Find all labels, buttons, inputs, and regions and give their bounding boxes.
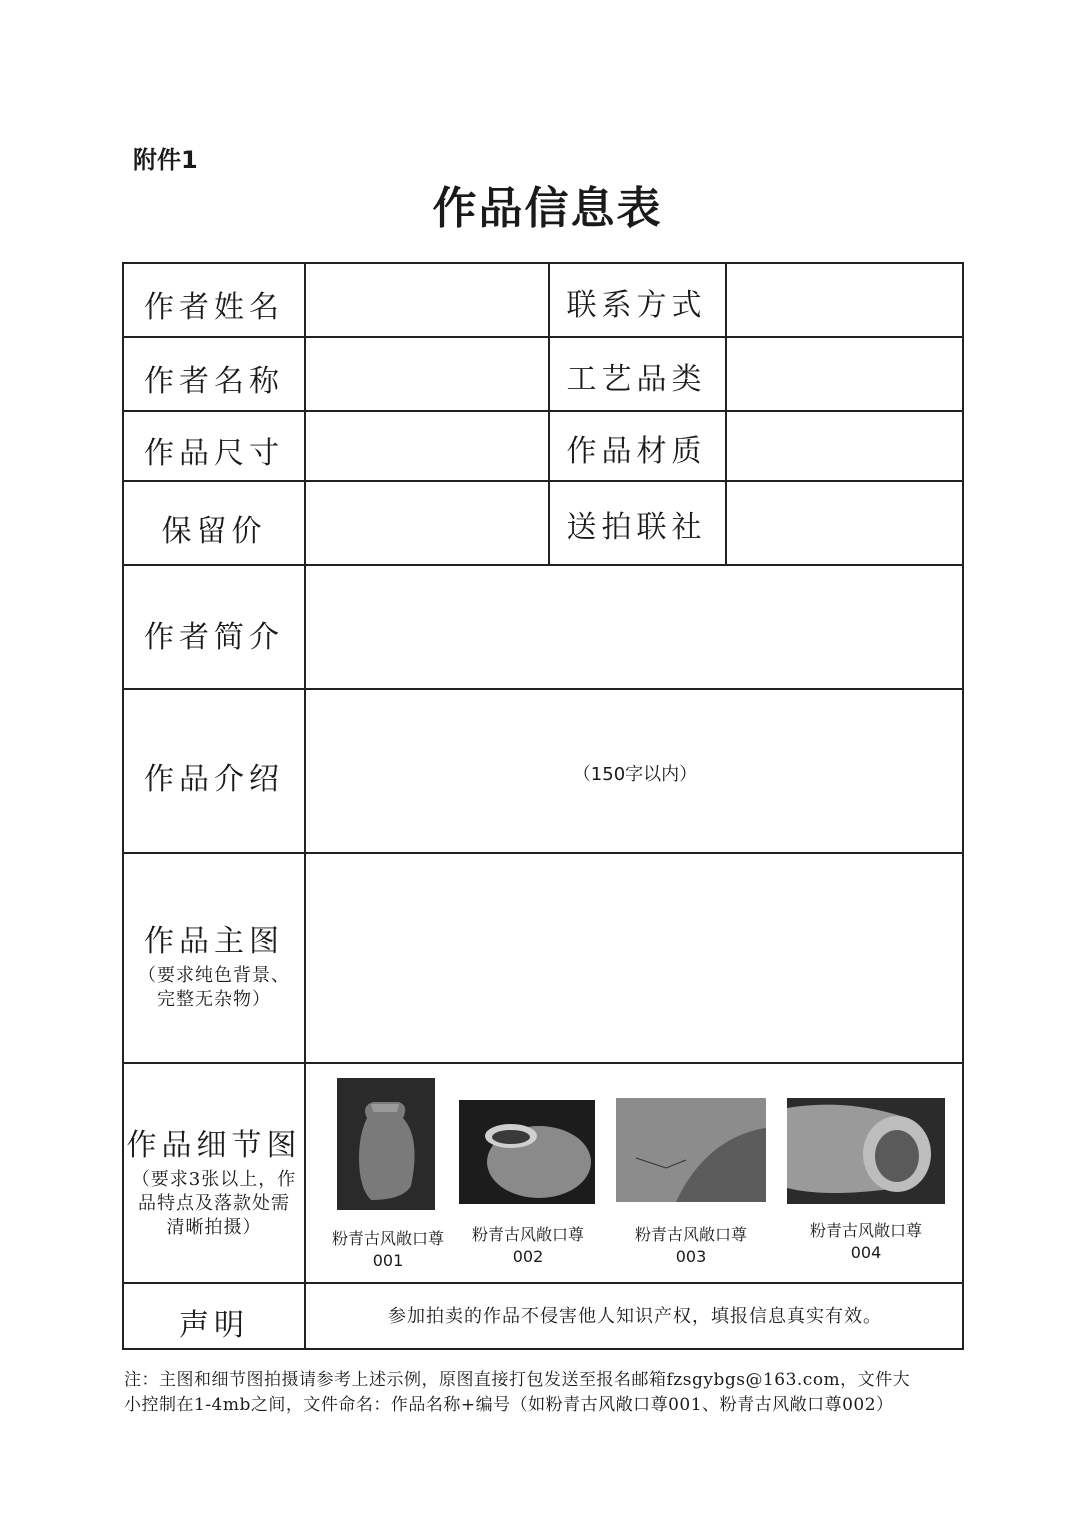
statement-text: 参加拍卖的作品不侵害他人知识产权，填报信息真实有效。 bbox=[388, 1306, 882, 1327]
agency-label: 送拍联社 bbox=[566, 510, 707, 545]
thumbnail-caption bbox=[796, 1220, 936, 1264]
thumbnail-caption bbox=[458, 1224, 598, 1268]
annex-label: 附件1 bbox=[133, 146, 198, 174]
intro-length-hint: （150字以内） bbox=[572, 764, 698, 785]
row-divider bbox=[124, 336, 964, 338]
thumbnail-code: 003 bbox=[675, 1247, 707, 1266]
row-divider bbox=[124, 564, 964, 566]
detail-photo-surface-closeup bbox=[616, 1098, 766, 1202]
detail-photo-vase-tilted bbox=[459, 1100, 595, 1204]
main-image-label bbox=[124, 916, 304, 1012]
thumbnail-code: 001 bbox=[372, 1251, 404, 1270]
main-image-note: （要求纯色背景、 bbox=[138, 965, 290, 986]
thumbnail-caption bbox=[318, 1228, 458, 1272]
work-name-label: 作者名称 bbox=[144, 364, 284, 399]
detail-image-note: 品特点及落款处需 bbox=[138, 1193, 290, 1214]
thumbnail-code: 004 bbox=[850, 1243, 882, 1262]
detail-photo-vase-upright bbox=[337, 1078, 435, 1210]
size-label: 作品尺寸 bbox=[144, 436, 284, 471]
main-image-title: 作品主图 bbox=[144, 924, 284, 959]
detail-photo-vase-mouth bbox=[787, 1098, 945, 1204]
row-divider bbox=[124, 688, 964, 690]
info-form-table bbox=[122, 262, 964, 1350]
row-divider bbox=[124, 1282, 964, 1284]
thumbnail-code: 002 bbox=[512, 1247, 544, 1266]
thumbnail-name: 粉青古风敞口尊 bbox=[634, 1225, 747, 1244]
detail-image-note: （要求3张以上，作 bbox=[131, 1169, 297, 1190]
statement-label: 声明 bbox=[179, 1308, 249, 1343]
column-divider bbox=[725, 264, 727, 564]
row-divider bbox=[124, 852, 964, 854]
thumbnail-caption bbox=[621, 1224, 761, 1268]
row-divider bbox=[124, 410, 964, 412]
detail-image-note: 清晰拍摄） bbox=[166, 1217, 262, 1238]
material-label: 作品材质 bbox=[566, 434, 707, 469]
row-divider bbox=[124, 1062, 964, 1064]
footnote bbox=[124, 1368, 954, 1418]
footnote-line: 注：主图和细节图拍摄请参考上述示例，原图直接打包发送至报名邮箱fzsgybgs@163.com，文件大 bbox=[124, 1370, 911, 1390]
detail-image-title: 作品细节图 bbox=[126, 1128, 302, 1163]
main-image-note: 完整无杂物） bbox=[157, 989, 271, 1010]
craft-type-label: 工艺品类 bbox=[566, 362, 707, 397]
thumbnail-name: 粉青古风敞口尊 bbox=[809, 1221, 922, 1240]
row-divider bbox=[124, 480, 964, 482]
detail-image-label bbox=[124, 1120, 304, 1240]
thumbnail-name: 粉青古风敞口尊 bbox=[331, 1229, 444, 1248]
author-name-label: 作者姓名 bbox=[144, 290, 284, 325]
work-intro-label: 作品介绍 bbox=[144, 762, 284, 797]
thumbnail-name: 粉青古风敞口尊 bbox=[471, 1225, 584, 1244]
reserve-price-label: 保留价 bbox=[161, 514, 267, 549]
footnote-line: 小控制在1-4mb之间，文件命名：作品名称+编号（如粉青古风敞口尊001、粉青古风敞口尊002） bbox=[124, 1395, 894, 1415]
contact-label: 联系方式 bbox=[566, 288, 707, 323]
author-bio-label: 作者简介 bbox=[144, 620, 284, 655]
page-title: 作品信息表 bbox=[432, 183, 663, 234]
column-divider bbox=[304, 264, 306, 1350]
